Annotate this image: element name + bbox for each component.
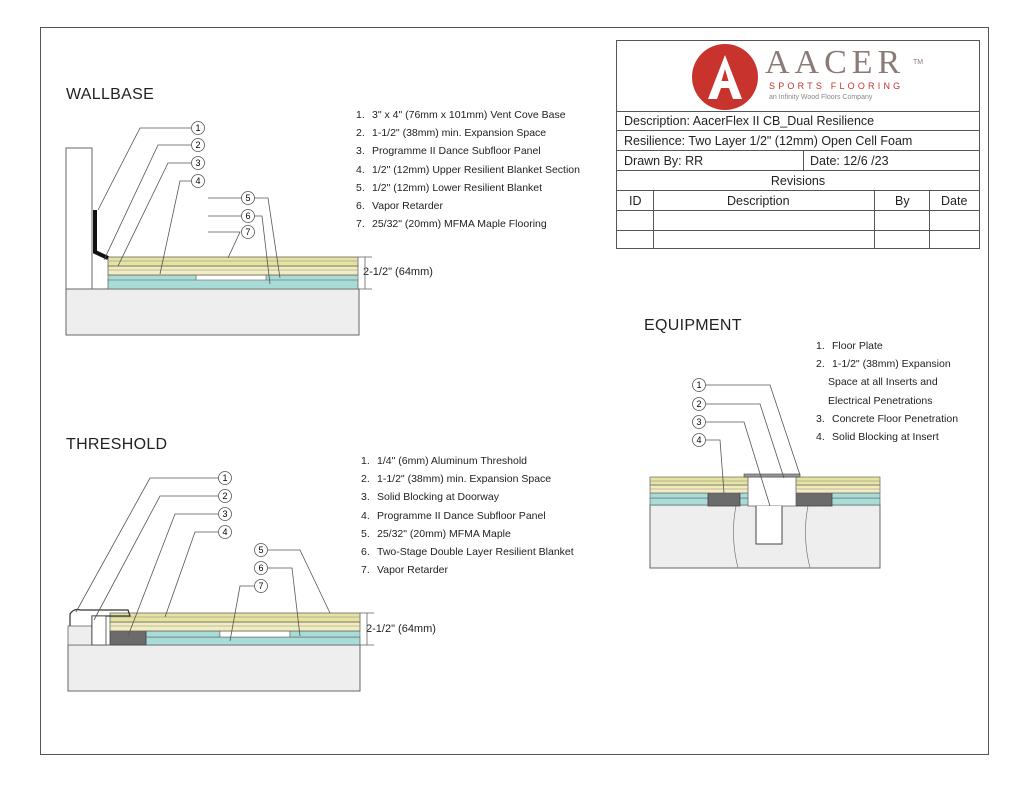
revision-header-description: Description — [727, 194, 790, 208]
threshold-callout-5: 5 — [258, 545, 264, 555]
legend-item: 5. 1/2" (12mm) Lower Resilient Blanket — [356, 181, 543, 194]
threshold-callout-2: 2 — [222, 491, 228, 501]
legend-item: 2. 1-1/2" (38mm) min. Expansion Space — [361, 473, 552, 486]
legend-item: 6. Vapor Retarder — [356, 200, 444, 213]
wallbase-callout-4: 4 — [195, 176, 201, 186]
equipment-callout-1: 1 — [696, 380, 702, 390]
legend-item: 1. Floor Plate — [816, 340, 883, 352]
legend-item: 4. 1/2" (12mm) Upper Resilient Blanket Section — [356, 163, 580, 176]
legend-item-continued: Electrical Penetrations — [828, 394, 933, 407]
wallbase-upper-blanket-left — [108, 275, 196, 280]
threshold-dimension-label: 2-1/2" (64mm) — [366, 623, 436, 635]
wallbase-callout-6: 6 — [245, 211, 251, 221]
threshold-callout-3: 3 — [222, 509, 228, 519]
wallbase-callout-3: 3 — [195, 158, 201, 168]
logo-a-icon — [685, 41, 765, 111]
legend-item: 3. Concrete Floor Penetration — [816, 412, 959, 425]
threshold-lower-blanket — [146, 637, 360, 645]
wallbase-callout-2: 2 — [195, 140, 201, 150]
equipment-title: EQUIPMENT — [644, 317, 742, 334]
legend-item: 3. Programme II Dance Subfloor Panel — [356, 145, 541, 158]
drawing-date: Date: 12/6 /23 — [810, 154, 889, 168]
threshold-callout-6: 6 — [258, 563, 264, 573]
legend-item: 2. 1-1/2" (38mm) Expansion — [816, 358, 951, 371]
legend-item-continued: Space at all Inserts and — [828, 376, 938, 389]
equipment-floor-plate — [744, 474, 800, 477]
revision-row — [617, 211, 979, 231]
threshold-title: THRESHOLD — [66, 436, 168, 453]
wallbase-dimension-label: 2-1/2" (64mm) — [363, 266, 433, 278]
wallbase-vent-cove-base — [95, 210, 108, 258]
legend-item: 5. 25/32" (20mm) MFMA Maple — [361, 527, 511, 540]
revision-row — [617, 231, 979, 251]
threshold-subfloor — [110, 622, 360, 631]
wallbase-maple — [108, 257, 358, 266]
wallbase-callout-5: 5 — [245, 193, 251, 203]
equipment-expansion-space — [748, 477, 796, 506]
legend-item: 4. Programme II Dance Subfloor Panel — [361, 509, 546, 522]
wallbase-callout-7: 7 — [245, 227, 251, 237]
legend-item: 6. Two-Stage Double Layer Resilient Blanket — [361, 546, 574, 559]
revision-header-by: By — [895, 194, 910, 208]
drawn-by: Drawn By: RR — [624, 154, 704, 168]
logo-subtitle: SPORTS FLOORING — [769, 81, 904, 91]
logo-trademark: TM — [913, 59, 924, 66]
wallbase-callout-1: 1 — [195, 123, 201, 133]
legend-item: 2. 1-1/2" (38mm) min. Expansion Space — [356, 127, 547, 140]
revision-header-id: ID — [629, 194, 642, 208]
logo-tagline: an Infinity Wood Floors Company — [769, 94, 873, 101]
legend-item: 1. 3" x 4" (76mm x 101mm) Vent Cove Base — [356, 109, 566, 121]
revision-header-date: Date — [941, 194, 968, 208]
wallbase-detail — [66, 122, 372, 336]
company-logo — [617, 41, 979, 112]
resilience-row: Resilience: Two Layer 1/2" (12mm) Open Cell Foam — [617, 131, 979, 151]
equipment-blocking-left — [708, 493, 740, 506]
wallbase-subfloor — [108, 266, 358, 275]
equipment-callout-4: 4 — [696, 435, 702, 445]
legend-item: 3. Solid Blocking at Doorway — [361, 491, 499, 504]
threshold-solid-blocking — [110, 631, 146, 645]
equipment-concrete-penetration — [756, 506, 782, 544]
threshold-callout-1: 1 — [222, 473, 228, 483]
revision-header-row — [617, 191, 979, 211]
wallbase-title: WALLBASE — [66, 86, 155, 103]
legend-item: 1. 1/4" (6mm) Aluminum Threshold — [361, 455, 528, 467]
threshold-detail — [68, 472, 374, 692]
threshold-upper-blanket-right — [290, 631, 360, 637]
equipment-detail — [650, 379, 880, 569]
wallbase-wall — [66, 148, 92, 289]
threshold-concrete-slab — [68, 645, 360, 691]
threshold-callout-4: 4 — [222, 527, 228, 537]
title-block — [616, 40, 980, 249]
threshold-callout-7: 7 — [258, 581, 264, 591]
legend-item: 4. Solid Blocking at Insert — [816, 431, 939, 444]
wallbase-foam-gap — [196, 275, 266, 280]
equipment-blocking-right — [796, 493, 832, 506]
drawn-date-row — [617, 151, 979, 171]
description-row: Description: AacerFlex II CB_Dual Resilience — [617, 111, 979, 131]
threshold-upper-blanket-left — [146, 631, 220, 637]
wallbase-lower-blanket — [108, 279, 358, 289]
wallbase-concrete-slab — [66, 289, 359, 335]
logo-wordmark: AACER — [765, 44, 906, 81]
legend-item: 7. 25/32" (20mm) MFMA Maple Flooring — [356, 218, 547, 231]
revisions-label: Revisions — [617, 171, 979, 191]
equipment-callout-3: 3 — [696, 417, 702, 427]
threshold-concrete-step — [68, 626, 92, 645]
equipment-callout-2: 2 — [696, 399, 702, 409]
legend-item: 7. Vapor Retarder — [361, 564, 449, 577]
